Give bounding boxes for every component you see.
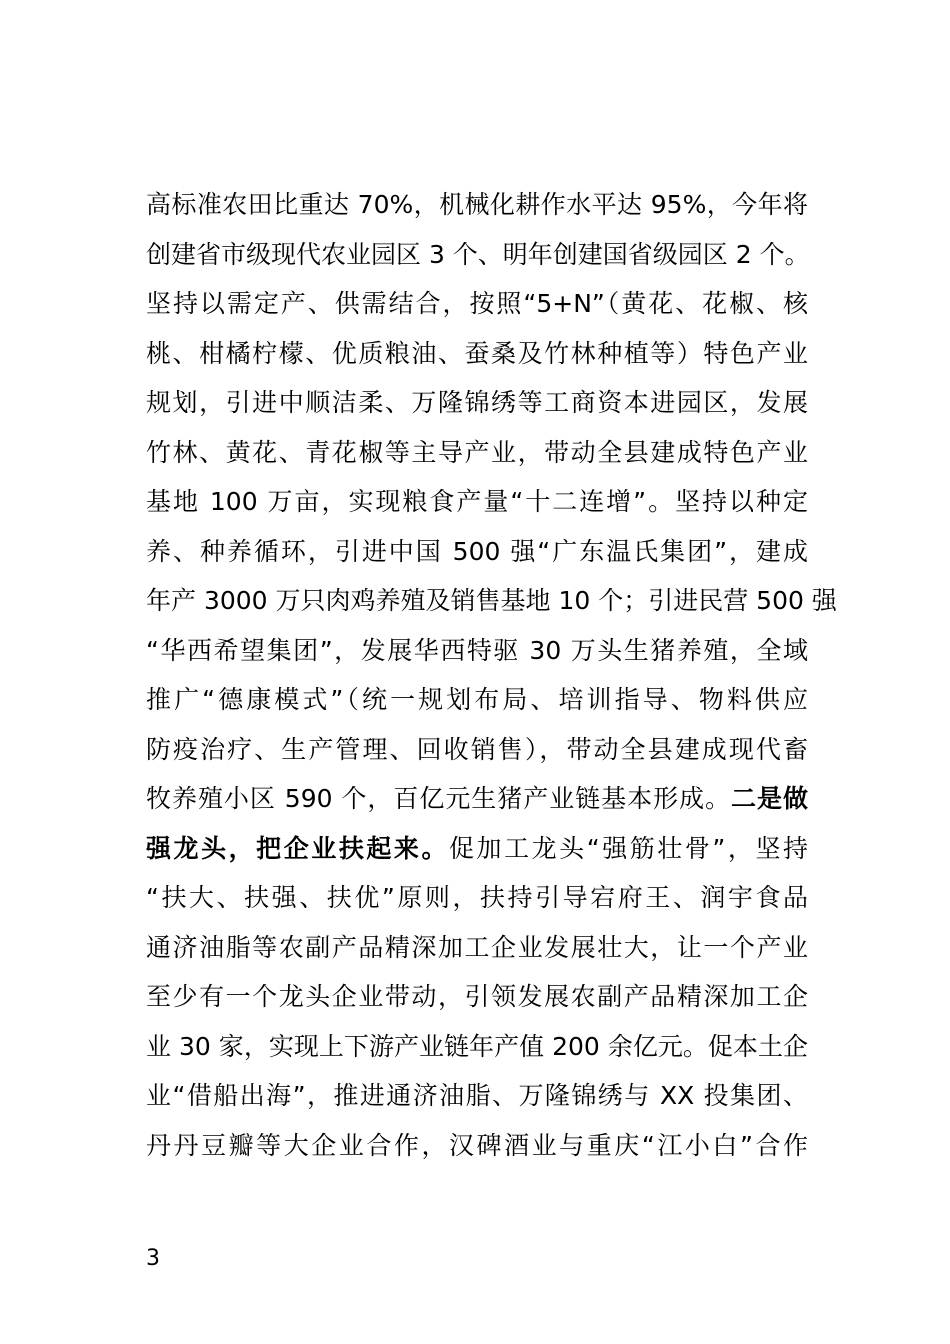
text-line: 年产 3000 万只肉鸡养殖及销售基地 10 个；引进民营 500 强 — [146, 586, 837, 615]
text-line: 高标准农田比重达 70%，机械化耕作水平达 95%，今年将 — [146, 190, 808, 219]
text-line: “华西希望集团”，发展华西特驱 30 万头生猪养殖，全域 — [146, 635, 808, 665]
text-line: 基地 100 万亩，实现粮食产量“十二连增”。坚持以种定 — [146, 487, 808, 516]
text-run: 促加工龙头“强筋壮骨”，坚持 — [449, 833, 808, 863]
page-number: 3 — [146, 1246, 160, 1271]
text-line: 丹丹豆瓣等大企业合作，汉碑酒业与重庆“江小白”合作 — [146, 1130, 808, 1160]
text-line: 业 30 家，实现上下游产业链年产值 200 余亿元。促本土企 — [146, 1031, 808, 1061]
text-line: 推广“德康模式”（统一规划布局、培训指导、物料供应 — [146, 685, 808, 714]
text-line: 竹林、黄花、青花椒等主导产业，带动全县建成特色产业 — [146, 437, 808, 467]
text-line: 规划，引进中顺洁柔、万隆锦绣等工商资本进园区，发展 — [146, 388, 808, 417]
text-line — [146, 824, 808, 874]
text-line — [146, 774, 808, 824]
text-line: 至少有一个龙头企业带动，引领发展农副产品精深加工企 — [146, 982, 808, 1011]
text-line: 桃、柑橘柠檬、优质粮油、蚕桑及竹林种植等）特色产业 — [146, 338, 808, 368]
bold-heading-run: 强龙头，把企业扶起来。 — [146, 833, 449, 863]
text-line: “扶大、扶强、扶优”原则，扶持引导宕府王、润宇食品 — [146, 883, 808, 912]
text-line: 通济油脂等农副产品精深加工企业发展壮大，让一个产业 — [146, 932, 808, 962]
bold-heading-run: 二是做 — [731, 784, 808, 813]
text-line: 业“借船出海”，推进通济油脂、万隆锦绣与 XX 投集团、 — [146, 1081, 808, 1110]
body-text — [146, 180, 837, 1170]
text-line: 坚持以需定产、供需结合，按照“5+N”（黄花、花椒、核 — [146, 289, 808, 318]
text-line: 防疫治疗、生产管理、回收销售），带动全县建成现代畜 — [146, 734, 808, 764]
text-line: 养、种养循环，引进中国 500 强“广东温氏集团”，建成 — [146, 536, 808, 566]
text-line: 创建省市级现代农业园区 3 个、明年创建国省级园区 2 个。 — [146, 239, 810, 269]
text-run: 牧养殖小区 590 个，百亿元生猪产业链基本形成。 — [146, 784, 732, 813]
